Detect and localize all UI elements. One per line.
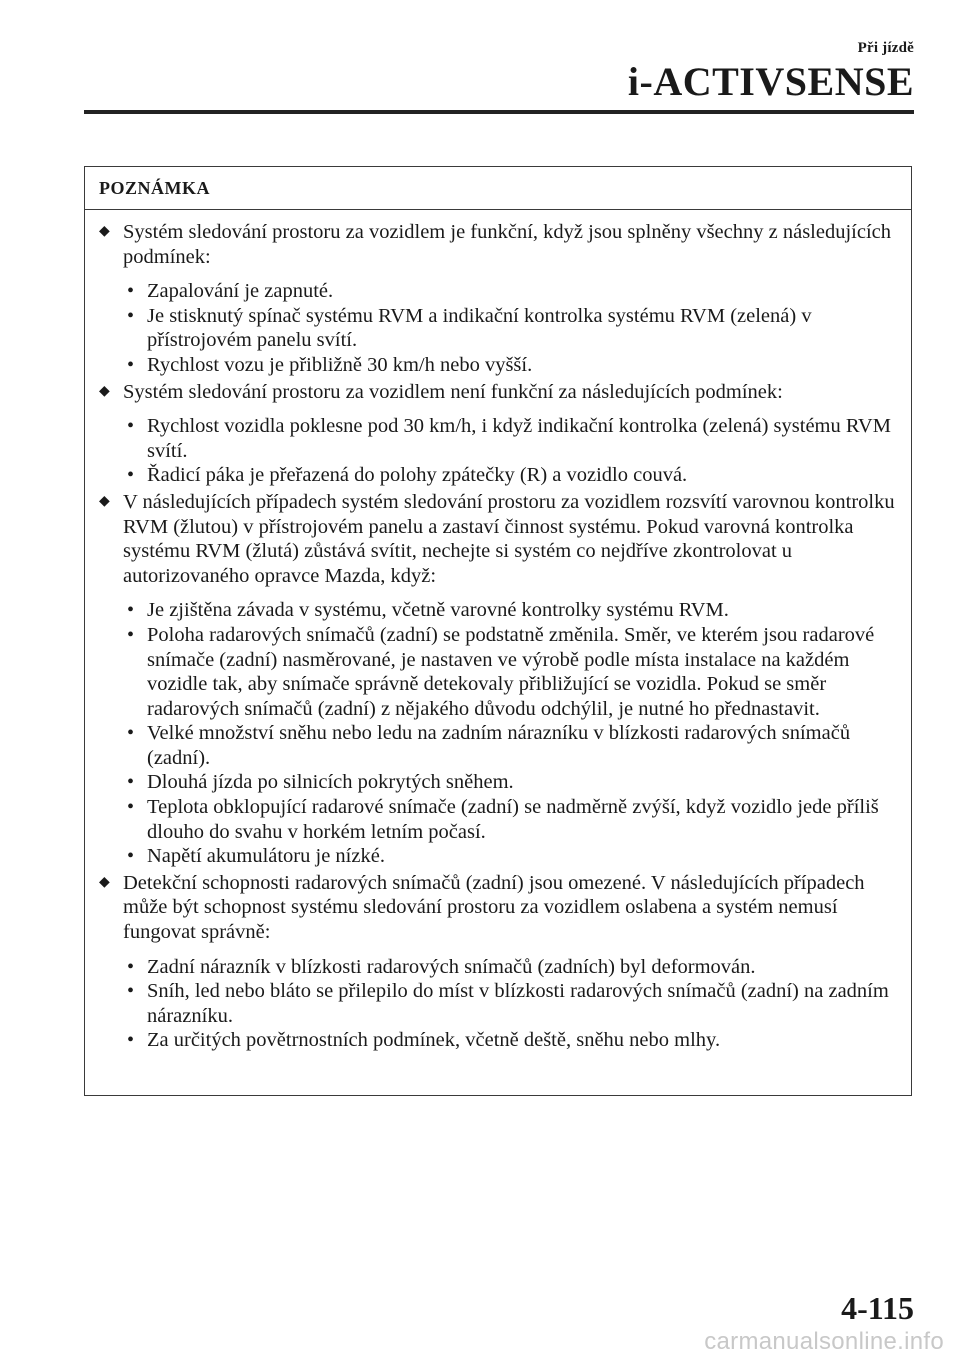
sub-item <box>123 770 897 795</box>
note-item <box>99 490 897 869</box>
sub-item-text: Je zjištěna závada v systému, včetně varovné kontrolky systému RVM. <box>147 599 729 622</box>
round-bullet-icon: • <box>127 415 135 438</box>
section-label: Při jízdě <box>857 40 914 56</box>
sub-item <box>123 623 897 721</box>
round-bullet-icon: • <box>127 599 135 622</box>
round-bullet-icon: • <box>127 1029 135 1052</box>
chapter-title: i-ACTIVSENSE <box>627 59 914 104</box>
diamond-bullet-icon: ◆ <box>99 493 110 509</box>
round-bullet-icon: • <box>127 980 135 1003</box>
note-heading: POZNÁMKA <box>85 167 911 210</box>
sub-item-text: Rychlost vozidla poklesne pod 30 km/h, i když indikační kontrolka (zelená) systému RVM svítí. <box>147 415 891 462</box>
round-bullet-icon: • <box>127 722 135 745</box>
diamond-bullet-icon: ◆ <box>99 383 110 399</box>
round-bullet-icon: • <box>127 304 135 327</box>
sub-item <box>123 304 897 353</box>
diamond-bullet-icon: ◆ <box>99 224 110 239</box>
sub-item-text: Teplota obklopující radarové snímače (zadní) se nadměrně zvýší, když vozidlo jede příliš dlouho do svahu v horkém letním počasí. <box>147 796 879 843</box>
round-bullet-icon: • <box>127 845 135 868</box>
sub-item-text: Zadní nárazník v blízkosti radarových snímačů (zadních) byl deformován. <box>147 955 756 978</box>
sub-list <box>123 279 897 377</box>
sub-item <box>123 353 897 378</box>
note-item-text: V následujících případech systém sledování prostoru za vozidlem rozsvítí varovnou kontrolku RVM (žlutou) v přístrojovém panelu a zastaví činnost systému. Pokud varovná kontrolka systému RVM (žlutá) zůstává svítit, nechejte si systém co nejdříve zkontrolovat u autorizovaného opravce Mazda, když: <box>123 490 895 587</box>
sub-item <box>123 795 897 844</box>
sub-item <box>123 598 897 623</box>
sub-list <box>123 598 897 869</box>
sub-item <box>123 721 897 770</box>
page-number: 4-115 <box>841 1290 914 1326</box>
sub-item <box>123 1028 897 1053</box>
sub-list <box>123 414 897 488</box>
sub-item-text: Sníh, led nebo bláto se přilepilo do míst v blízkosti radarových snímačů (zadní) na zadním nárazníku. <box>147 980 889 1027</box>
round-bullet-icon: • <box>127 623 135 646</box>
sub-item <box>123 414 897 463</box>
note-item-text: Systém sledování prostoru za vozidlem je funkční, když jsou splněny všechny z následujících podmínek: <box>123 221 892 268</box>
sub-item <box>123 979 897 1028</box>
round-bullet-icon: • <box>127 955 135 978</box>
watermark[interactable]: carmanualsonline.info <box>704 1328 944 1355</box>
round-bullet-icon: • <box>127 280 135 303</box>
sub-item <box>123 279 897 304</box>
round-bullet-icon: • <box>127 796 135 819</box>
sub-item <box>123 463 897 488</box>
sub-item-text: Zapalování je zapnuté. <box>147 280 334 303</box>
note-item <box>99 871 897 1053</box>
note-body <box>85 210 911 1053</box>
header-rule <box>84 110 914 114</box>
note-item-text: Detekční schopnosti radarových snímačů (zadní) jsou omezené. V následujících případech může být schopnost systému sledování prostoru za vozidlem oslabena a systém nemusí fungovat správně: <box>123 871 865 944</box>
sub-item-text: Je stisknutý spínač systému RVM a indikační kontrolka systému RVM (zelená) v přístrojovém panelu svítí. <box>147 304 812 352</box>
note-item-text: Systém sledování prostoru za vozidlem není funkční za následujících podmínek: <box>123 380 783 403</box>
diamond-bullet-icon: ◆ <box>99 874 110 890</box>
note-box <box>84 166 912 1096</box>
round-bullet-icon: • <box>127 353 135 376</box>
note-item <box>99 220 897 378</box>
sub-list <box>123 955 897 1053</box>
sub-item-text: Řadicí páka je přeřazená do polohy zpátečky (R) a vozidlo couvá. <box>147 464 688 487</box>
sub-item <box>123 955 897 980</box>
sub-item <box>123 844 897 869</box>
round-bullet-icon: • <box>127 464 135 487</box>
sub-item-text: Velké množství sněhu nebo ledu na zadním nárazníku v blízkosti radarových snímačů (zadní). <box>147 722 851 769</box>
sub-item-text: Za určitých povětrnostních podmínek, včetně deště, sněhu nebo mlhy. <box>147 1029 721 1052</box>
round-bullet-icon: • <box>127 771 135 794</box>
sub-item-text: Napětí akumulátoru je nízké. <box>147 845 385 868</box>
sub-item-text: Dlouhá jízda po silnicích pokrytých sněhem. <box>147 771 514 794</box>
sub-item-text: Poloha radarových snímačů (zadní) se podstatně změnila. Směr, ve kterém jsou radarové snímače (zadní) nasměrované, je nastaven ve výrobě podle místa instalace na každém vozidle tak, aby snímače správně detekovaly přibližující se vozidla. Pokud se směr radarových snímačů (zadní) z nějakého důvodu odchýlil, je nutné ho přednastavit. <box>147 623 875 720</box>
sub-item-text: Rychlost vozu je přibližně 30 km/h nebo vyšší. <box>147 353 533 376</box>
note-item <box>99 380 897 488</box>
